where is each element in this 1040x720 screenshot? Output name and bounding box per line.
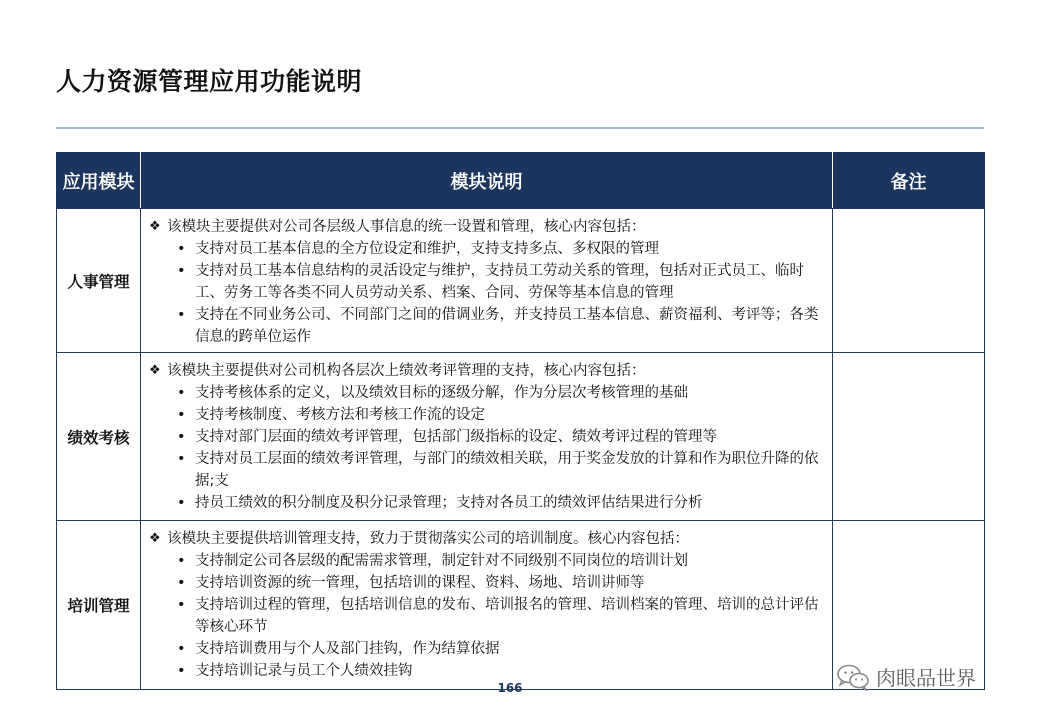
header-description: 模块说明 <box>141 153 833 209</box>
list-item-text: 支持对员工层面的绩效考评管理，与部门的绩效相关联，用于奖金发放的计算和作为职位升降的依据;支 <box>195 451 819 489</box>
header-remarks: 备注 <box>833 153 985 209</box>
bullet-icon: • <box>177 553 186 569</box>
bullet-icon: • <box>177 663 186 679</box>
intro-text: 该模块主要提供对公司各层级人事信息的统一设置和管理，核心内容包括： <box>167 219 646 235</box>
bullet-icon: • <box>177 263 186 279</box>
bullet-icon: • <box>177 385 186 401</box>
diamond-bullet-icon: ❖ <box>149 531 161 546</box>
module-description <box>141 521 833 690</box>
list-item <box>177 572 826 594</box>
list-item <box>177 260 826 304</box>
list-item <box>177 382 826 404</box>
diamond-bullet-icon: ❖ <box>149 219 161 234</box>
list-item-text: 支持培训费用与个人及部门挂钩，作为结算依据 <box>195 641 500 657</box>
list-item-text: 支持培训记录与员工个人绩效挂钩 <box>195 663 413 679</box>
function-table <box>56 152 985 690</box>
list-item-text: 支持对员工基本信息的全方位设定和维护，支持支持多点、多权限的管理 <box>195 241 659 257</box>
description-intro <box>149 216 826 238</box>
list-item-text: 持员工绩效的积分制度及积分记录管理；支持对各员工的绩效评估结果进行分析 <box>195 495 703 511</box>
list-item <box>177 660 826 682</box>
intro-text: 该模块主要提供对公司机构各层次上绩效考评管理的支持，核心内容包括： <box>167 363 646 379</box>
list-item <box>177 238 826 260</box>
bullet-icon: • <box>177 407 186 423</box>
bullet-icon: • <box>177 575 186 591</box>
bullet-icon: • <box>177 429 186 445</box>
list-item <box>177 448 826 492</box>
page-number: 166 <box>497 681 523 695</box>
bullet-icon: • <box>177 641 186 657</box>
table-row <box>57 209 985 353</box>
watermark <box>836 662 976 691</box>
module-name: 绩效考核 <box>57 353 141 521</box>
list-item-text: 支持培训资源的统一管理，包括培训的课程、资料、场地、培训讲师等 <box>195 575 645 591</box>
watermark-text: 肉眼品世界 <box>876 666 976 690</box>
list-item-text: 支持培训过程的管理，包括培训信息的发布、培训报名的管理、培训档案的管理、培训的总计评估等核心环节 <box>195 597 819 635</box>
list-item-text: 支持考核制度、考核方法和考核工作流的设定 <box>195 407 485 423</box>
remarks-cell <box>833 209 985 353</box>
bullet-icon: • <box>177 495 186 511</box>
module-description <box>141 209 833 353</box>
page-title: 人力资源管理应用功能说明 <box>56 67 363 96</box>
bullet-icon: • <box>177 451 186 467</box>
module-name: 培训管理 <box>57 521 141 690</box>
list-item <box>177 304 826 348</box>
list-item-text: 支持对部门层面的绩效考评管理，包括部门级指标的设定、绩效考评过程的管理等 <box>195 429 717 445</box>
bullet-icon: • <box>177 597 186 613</box>
list-item <box>177 426 826 448</box>
table-row <box>57 353 985 521</box>
wechat-icon <box>836 663 870 691</box>
list-item-text: 支持在不同业务公司、不同部门之间的借调业务，并支持员工基本信息、薪资福利、考评等；各类信息的跨单位运作 <box>195 307 819 345</box>
list-item <box>177 594 826 638</box>
list-item <box>177 638 826 660</box>
description-intro <box>149 360 826 382</box>
list-item-text: 支持对员工基本信息结构的灵活设定与维护，支持员工劳动关系的管理，包括对正式员工、临时工、劳务工等各类不同人员劳动关系、档案、合同、劳保等基本信息的管理 <box>195 263 804 301</box>
bullet-icon: • <box>177 307 186 323</box>
description-intro <box>149 528 826 550</box>
intro-text: 该模块主要提供培训管理支持，致力于贯彻落实公司的培训制度。核心内容包括： <box>167 531 689 547</box>
list-item <box>177 492 826 514</box>
list-item <box>177 404 826 426</box>
feature-list <box>149 238 826 348</box>
remarks-cell <box>833 353 985 521</box>
bullet-icon: • <box>177 241 186 257</box>
feature-list <box>149 382 826 514</box>
list-item-text: 支持制定公司各层级的配需需求管理，制定针对不同级别不同岗位的培训计划 <box>195 553 688 569</box>
module-name: 人事管理 <box>57 209 141 353</box>
header-module: 应用模块 <box>57 153 141 209</box>
list-item-text: 支持考核体系的定义，以及绩效目标的逐级分解，作为分层次考核管理的基础 <box>195 385 688 401</box>
table-header-row <box>57 153 985 209</box>
diamond-bullet-icon: ❖ <box>149 363 161 378</box>
list-item <box>177 550 826 572</box>
title-divider <box>56 127 984 129</box>
feature-list <box>149 550 826 682</box>
module-description <box>141 353 833 521</box>
